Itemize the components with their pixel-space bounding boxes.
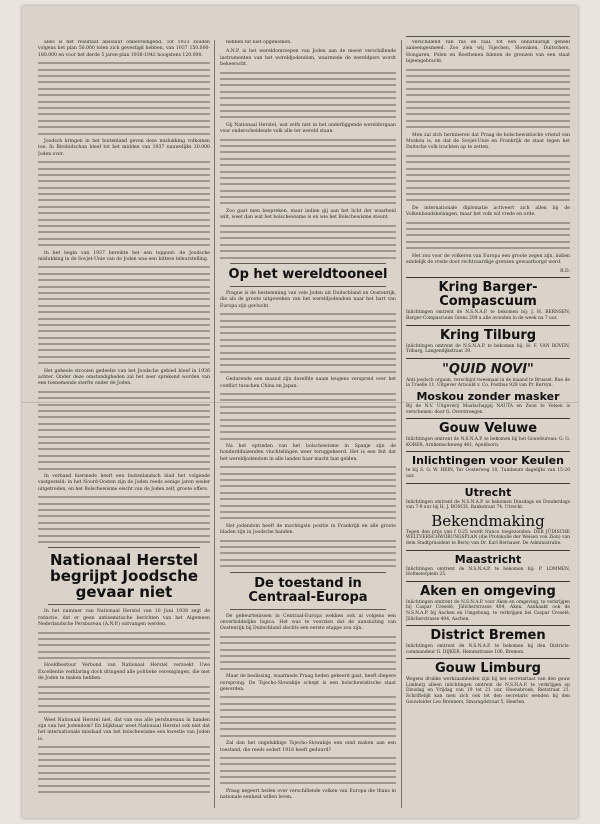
text-lines bbox=[220, 313, 396, 373]
article-paragraph: Weet Nationaal Herstel niet, dat van ons alle persbureaux in handen zijn van het Jodendom? En blijkbaar weet Nationaal Herstel ook niet dat het internationale misdaad van het bolschewisme een kwestie van Joden is. bbox=[38, 717, 210, 742]
article-paragraph: Prague is de bestemming van vele Joden uit Duitschland en Oostenrijk, die als de groote uitgeweken van het wereldjodendom naar het hart van Europa zijn gevlucht. bbox=[220, 291, 396, 309]
article-paragraph: Gij Nationaal Herstel, wat zelfs niet in het onderliggende wereldorgaan voor onderscheidende volk alle ter wereld staan. bbox=[220, 122, 396, 135]
newspaper-page bbox=[22, 6, 578, 818]
article-paragraph: De internationale diplomatie activeert zich allen bij de Volkenbondsbelangen, maar het volk wil vrede en orde. bbox=[406, 205, 570, 218]
signature: R.D. bbox=[560, 269, 570, 275]
ad-title-maastricht: Maastricht bbox=[454, 552, 522, 566]
article-paragraph: Joodsch kringen in het buitenland geven deze mislukking volkomen toe. In Birobidschan bleef tot het midden van 1937 nauwelijks 20.000 Joden over. bbox=[38, 138, 210, 157]
text-lines bbox=[220, 636, 396, 670]
article-paragraph: A.N.P. is het wereldomroepen van Joden aan de meest verschillende instrumenten van het wereldjodendom, waarmede de wereldpers wordt beheerscht. bbox=[220, 49, 396, 68]
column-1 bbox=[38, 40, 210, 808]
ad-title-tilburg: Kring Tilburg bbox=[439, 327, 537, 343]
article-paragraph: De gebeurtenissen in Centraal-Europa wekken ook al volgens een onverbiddelijke logica. Het was te voorzien dat de aansluiting van Oostenrijk bij Duitschland slechts een eerste etappe zou zijn. bbox=[220, 613, 396, 632]
text-lines bbox=[38, 391, 210, 470]
separator bbox=[230, 609, 386, 610]
ad-title-veluwe: Gouw Veluwe bbox=[438, 421, 538, 437]
ad-rule bbox=[406, 581, 570, 582]
ad-title-barger: Kring Barger-Compascuum bbox=[438, 280, 538, 310]
column-rule-1 bbox=[214, 40, 215, 808]
text-lines bbox=[38, 632, 210, 660]
article-paragraph: Het zou voor de volkeren van Europa een groote zegen zijn, indien eindelijk de vrede door rechtvaardige grenzen gewaarborgd werd. bbox=[406, 253, 570, 266]
ad-text: Inlichtingen omtrent de N.S.N.A.P. voor Aken en omgeving, te verkrijgen bij Caspar Creselé, Jülicherstrasse 404, Aken. Aanhaakt ook de N.S.N.A.P. bij Aachen en Umgebung, te verkrijgen bei Caspar Creselé, Jülicherstrasse 404, Aachen. bbox=[406, 599, 570, 622]
text-lines bbox=[220, 540, 396, 568]
ad-text: Inlichtingen omtrent de N.S.N.A.P. te bekomen bij: P. LOMMEN, Hofmeierplein 25. bbox=[406, 566, 570, 578]
text-lines bbox=[38, 686, 210, 714]
article-paragraph: Praag negeert heden over verschillende volken van Europa die thans in nationale eenheid willen leven. bbox=[220, 788, 396, 801]
text-lines bbox=[220, 225, 396, 259]
article-paragraph: In het nummer van Nationaal Herstel van 10 Juni 1938 zegt de redactie, dat er geen antisemitische berichten van het Algemeen Nederlandsche Persbureau (A.N.P.) ontvangen werden. bbox=[38, 609, 210, 628]
text-lines bbox=[220, 696, 396, 736]
ad-rule bbox=[406, 358, 570, 359]
article-paragraph: Het geheele strooien gedeelte van het Joodsche gebied bleef in 1936 achter. Onder deze omstandigheden zal het zeer sprekend worden van een toenemende sterfte onder de Joden. bbox=[38, 368, 210, 387]
text-lines bbox=[38, 161, 210, 246]
article-paragraph: hebben tot niet opgenomen. bbox=[226, 40, 292, 45]
article-paragraph: Gedurende een maand zijn dezelfde naam leugens verspreid over het conflict tusschen China en Japan. bbox=[220, 377, 396, 389]
text-lines bbox=[38, 62, 210, 134]
text-lines bbox=[220, 393, 396, 440]
ad-rule bbox=[406, 418, 570, 419]
article-paragraph: Hoofdbestuur Verbond van Nationaal Herstel verzoekt Uwe Excellentie verklaring doch dringend alle politieke verenigingen, die met de Joden te maken hebben. bbox=[38, 663, 210, 682]
top-rule bbox=[406, 36, 570, 37]
text-lines bbox=[220, 72, 396, 119]
ad-title-aken: Aken en omgeving bbox=[420, 583, 556, 599]
ad-rule bbox=[406, 550, 570, 551]
ad-text: Bij de N.V. Uitgeverij Maatschappij NAUTA en Zoon te Velsen is verschenen: door G. Overstreegen. bbox=[406, 404, 570, 415]
separator bbox=[230, 263, 386, 264]
column-rule-2 bbox=[401, 40, 402, 808]
ad-rule bbox=[406, 277, 570, 278]
article-paragraph: In verband hiermede heeft een buitenlandsch blad het volgende vastgesteld: in het Noord-Oosten zijn de Joden reeds eenige jaren weder uitgetreden, en het Bolschewisme eischt van de Joden zelf, groote offers. bbox=[38, 473, 210, 492]
article-paragraph: Maar de beslissing, waarmede Praag heden gekeerd gaat, heeft diepere oorsprong. De Tsjecho-Slowakije schept is een bolschewistische staat geworden. bbox=[220, 674, 396, 692]
ad-text: Inlichtingen omtrent de N.S.N.A.P. te bekomen bij den Districts-commandeur G. DIJKER, Hemmstrasse 106, Bremen. bbox=[406, 644, 570, 655]
headline-centraal-europa: De toestand in Centraal-Europa bbox=[248, 575, 368, 605]
headline-wereldtooneel: Op het wereldtooneel bbox=[228, 267, 388, 283]
separator bbox=[230, 572, 386, 573]
ad-title-limburg: Gouw Limburg bbox=[435, 661, 541, 677]
ad-title-bekendmaking: Bekendmaking bbox=[431, 511, 545, 530]
ad-title-keulen: Inlichtingen voor Keulen bbox=[412, 454, 564, 468]
ad-text: Inlichtingen omtrent de N.S.N.A.P. te bekomen bij: J. H. BERNSEN, Barger-Compascuum Grens 209 a alle avonden in de week na 7 uur. bbox=[406, 310, 570, 322]
ad-text: Inlichtingen omtrent de N.S.N.A.P. te bekomen Dinsdags en Donderdags van 7-9 uur bij H. J. BOSCH, Bankstraat 74, Utrecht. bbox=[406, 499, 570, 511]
ad-rule bbox=[406, 451, 570, 452]
ad-rule bbox=[406, 325, 570, 326]
ad-title-quid-novi: "QUID NOVI" bbox=[442, 361, 534, 377]
ad-title-moskou: Moskou zonder masker bbox=[416, 390, 560, 404]
ad-text: Inlichtingen omtrent de N.S.N.A.P. te bekomen bij het Gouwbureau: G. G. KORER, Arnhemscheweg 461, Apeldoorn. bbox=[406, 437, 570, 448]
article-paragraph: alles is het resultaat absoluut onbevredigend. Tot 1933 zouden volgens het plan 50.000 tolen zich gevestigd hebben, van 1937 150.000-180.000 en voor het derde 5 jaren-plan 1938-1942 hoogstens 120.000. bbox=[38, 40, 210, 58]
text-lines bbox=[38, 266, 210, 364]
text-lines bbox=[38, 746, 210, 793]
ad-title-bremen: District Bremen bbox=[430, 628, 546, 644]
text-lines bbox=[220, 139, 396, 205]
text-lines bbox=[406, 69, 570, 129]
column-3 bbox=[406, 40, 570, 808]
article-paragraph: Na het optreden van het bolschewisme in Spanje zijn de honderdduizenden vluchtelingen weer teruggekeerd. Het is een feit dat het wereldjodendom in alle landen haar macht laat gelden. bbox=[220, 444, 396, 462]
ad-text: te bij S. G. W. HEIN, Ter Oosterweg 10, Tuinbeurs dagelijks van 15-20 uur. bbox=[406, 468, 570, 479]
ad-rule bbox=[406, 483, 570, 484]
text-lines bbox=[406, 222, 570, 250]
separator bbox=[48, 547, 200, 548]
ad-text: Anti-joodsch orgaan, verschijnt tweemaal in de maand te Brussel. Rue de la Truelle 11. Uitgever Arnould v. Co. Postbus 928 van Pr. Kervyn. bbox=[406, 377, 570, 389]
ad-rule bbox=[406, 625, 570, 626]
article-paragraph: verschillend van ras en taal, tot een onnatuurlijk geheel aaneengesmeed. Zoo zien wij Tsjechen, Slowaken, Duitschers, Hongaren, Polen en Roethenen binnen de grenzen van een staat bijeengebracht. bbox=[406, 40, 570, 65]
ad-text: Tegen den prijs van f 0.25 wordt franco toegezonden: DER JÜDISCHE WELTVERSCHWÖRUNGSPLAN (die Protokolle der Weisen von Zion) van dem Stadtpräsident te Bern) van Dr. Karl Bernauer. De Administratie. bbox=[406, 529, 570, 546]
article-paragraph: In het begin van 1937 bereikte het een toppunt: de Joodsche mislukking in de Sovjet-Unie van de Joden was een bittere teleurstelling. bbox=[38, 250, 210, 262]
article-paragraph: Zoo gaat men bespreken, maar indien gij aan het licht der waarheid wilt, weet dan wat het bolschewisme is en wie het Bolschewisme steunt. bbox=[220, 208, 396, 221]
separator bbox=[230, 286, 386, 287]
ad-rule bbox=[406, 658, 570, 659]
ad-text: Inlichtingen omtrent de N.S.N.A.P. te bekomen bij: H. F. VAN BOVEN, Tilburg, Langendijkstraat 39. bbox=[406, 343, 570, 355]
text-lines bbox=[220, 466, 396, 519]
column-2 bbox=[220, 40, 396, 808]
ad-text: Wegens drukke werkzaamheden zijn bij het secretariaat van den gouw Limburg alleen inlichtingen omtrent de N.S.N.A.P. te verkrijgen op Dinsdag en Vrijdag van 19 tot 21 uur, Hoensbroek, Rietstraat 21. Schriftelijk kan men zich ook tot den secretaris wenden bij den Gouwleider Leo Brenners, Smaragdstraat 5, Heerlen. bbox=[406, 677, 570, 705]
text-lines bbox=[38, 496, 210, 543]
text-lines bbox=[220, 757, 396, 785]
headline-nationaal-herstel: Nationaal Herstel begrijpt Joodsche gevaar niet bbox=[49, 551, 199, 602]
separator bbox=[48, 604, 200, 605]
article-paragraph: Zal dan het ongelukkige Tsjecho-Slowakije een eind maken aan een toestand, die reeds sedert 1918 heeft geduurd? bbox=[220, 741, 396, 753]
article-paragraph: Men zal zich herinneren dat Praag de bolschewistische vriend van Moskou is, en dat de Sovjet-Unie en Frankrijk de staat tegen het Duitsche volk trachten op te zetten. bbox=[406, 132, 570, 151]
article-paragraph: Het jodendom heeft de machtigste positie in Frankrijk en alle groote bladen zijn in Joodsche handen. bbox=[220, 523, 396, 536]
text-lines bbox=[406, 155, 570, 202]
ad-title-utrecht: Utrecht bbox=[464, 485, 512, 499]
